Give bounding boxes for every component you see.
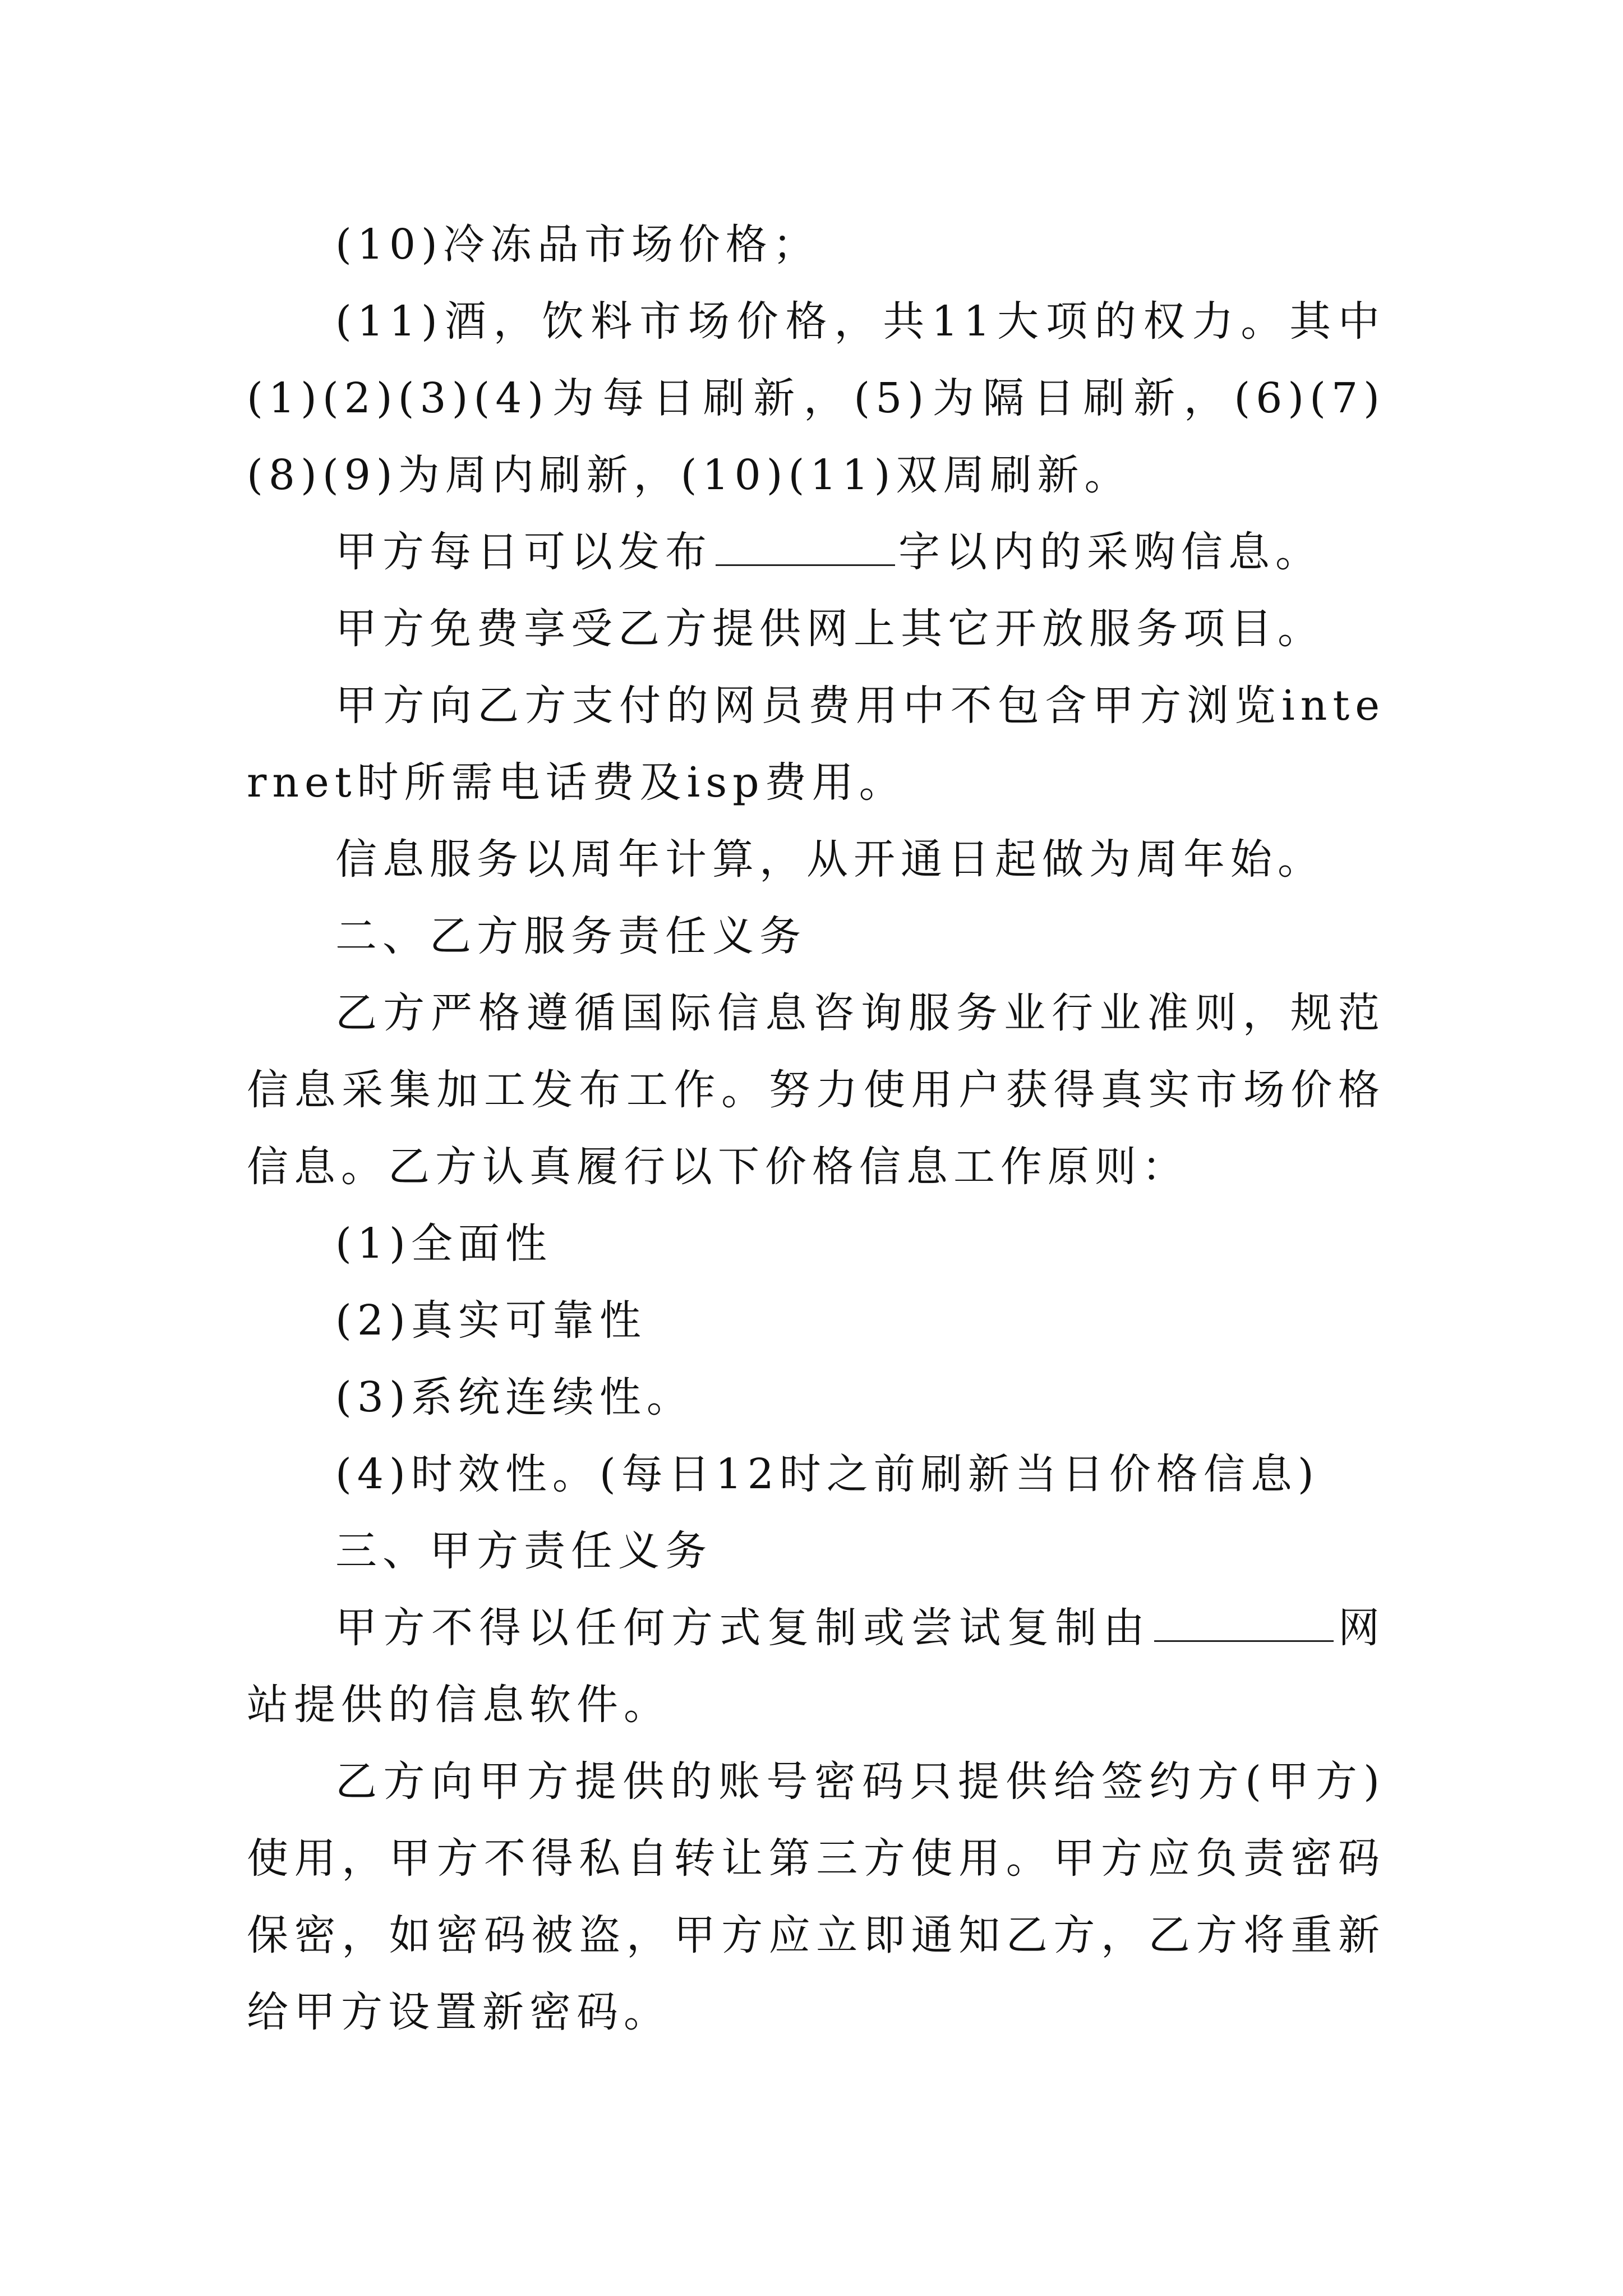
paragraph-account-password: 乙方向甲方提供的账号密码只提供给签约方(甲方)使用，甲方不得私自转让第三方使用。甲方应负责密码保密，如密码被盗，甲方应立即通知乙方，乙方将重新给甲方设置新密码。 xyxy=(247,1757,1385,2036)
paragraph-fee-exclusions: 甲方向乙方支付的网员费用中不包含甲方浏览internet时所需电话费及isp费用。 xyxy=(247,682,1385,807)
paragraph-frozen-goods-price: (10)冷冻品市场价格； xyxy=(335,220,820,269)
list-item-timeliness: (4)时效性。(每日12时之前刷新当日价格信息) xyxy=(335,1450,1320,1498)
section-heading-party-a-duties: 三、甲方责任义务 xyxy=(335,1527,712,1575)
paragraph-daily-publish-limit xyxy=(247,514,1385,591)
list-item-continuity: (3)系统连续性。 xyxy=(335,1373,694,1421)
document-body xyxy=(247,206,1385,2051)
fill-in-blank-line xyxy=(1154,1600,1334,1642)
paragraph-text-before-blank: 甲方每日可以发布 xyxy=(335,528,712,576)
paragraph-free-services: 甲方免费享受乙方提供网上其它开放服务项目。 xyxy=(335,605,1325,653)
paragraph-text-before-blank: 甲方不得以任何方式复制或尝试复制由 xyxy=(335,1604,1151,1652)
section-heading-party-b-duties: 二、乙方服务责任义务 xyxy=(335,912,806,960)
list-item-comprehensiveness: (1)全面性 xyxy=(335,1220,552,1268)
paragraph-text-after-blank: 字以内的采购信息。 xyxy=(898,528,1322,576)
paragraph-text-after-blank: 网站提供的信息软件。 xyxy=(247,1604,1386,1729)
paragraph-no-copying xyxy=(247,1590,1385,1743)
fill-in-blank-line xyxy=(716,524,895,566)
paragraph-service-period: 信息服务以周年计算，从开通日起做为周年始。 xyxy=(335,835,1325,884)
list-item-reliability: (2)真实可靠性 xyxy=(335,1296,647,1345)
paragraph-beverage-price-refresh: (11)酒，饮料市场价格，共11大项的权力。其中(1)(2)(3)(4)为每日刷新，(5)为隔日刷新，(6)(7)(8)(9)为周内刷新，(10)(11)双周刷新。 xyxy=(247,297,1385,499)
paragraph-party-b-principles: 乙方严格遵循国际信息咨询服务业行业准则，规范信息采集加工发布工作。努力使用户获得真实市场价格信息。乙方认真履行以下价格信息工作原则： xyxy=(247,989,1385,1191)
